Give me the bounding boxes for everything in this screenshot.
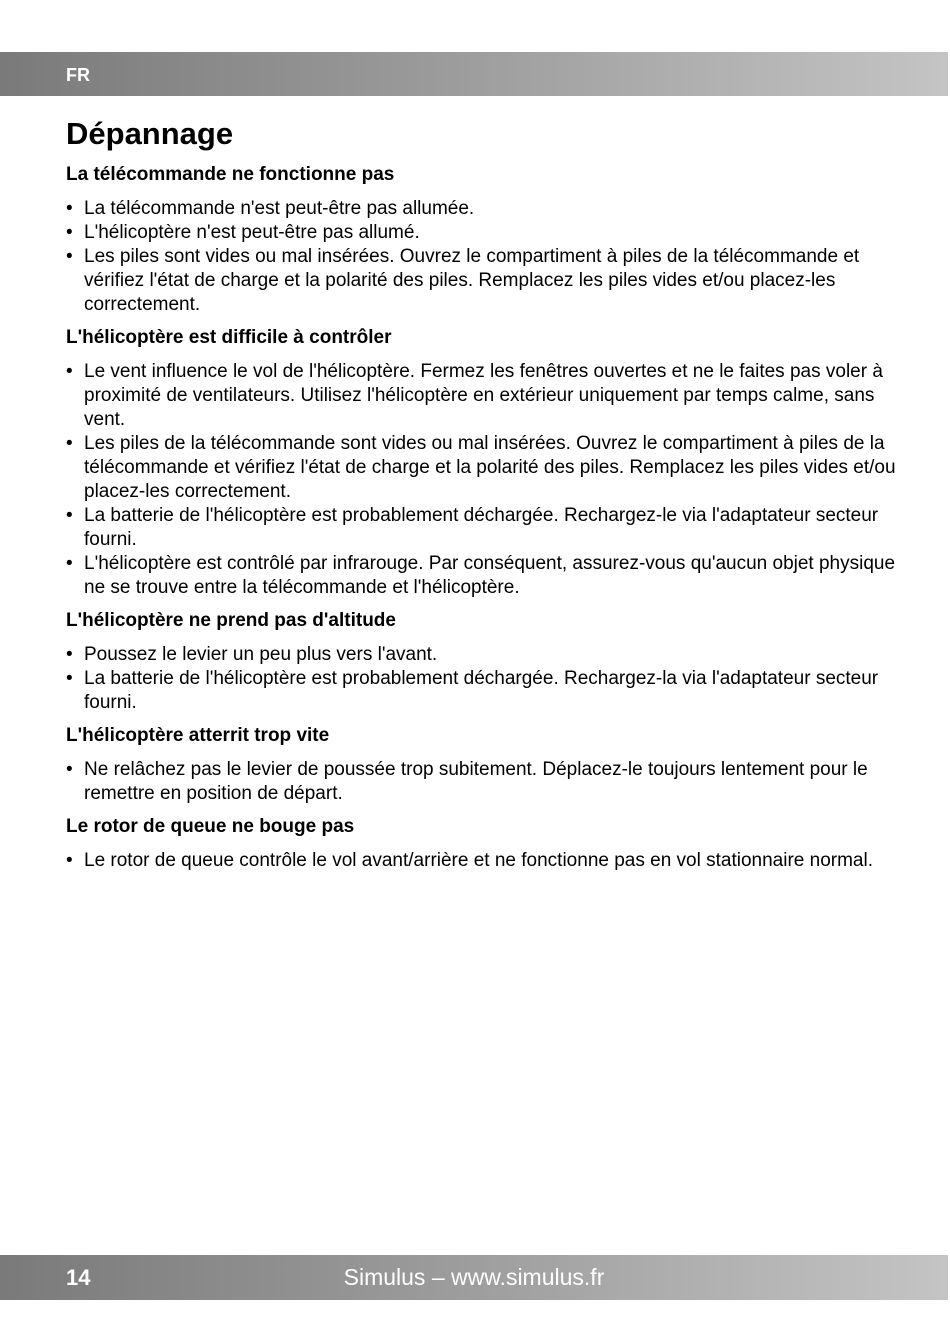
bullet-list — [66, 197, 896, 317]
list-item: • L'hélicoptère est contrôlé par infrarouge. Par conséquent, assurez-vous qu'aucun objet physique ne se trouve entre la télécommande et l'hélicoptère. — [66, 552, 896, 600]
list-item: • Poussez le levier un peu plus vers l'avant. — [66, 643, 896, 667]
page-content — [66, 114, 896, 882]
list-item: • La batterie de l'hélicoptère est probablement déchargée. Rechargez-la via l'adaptateur secteur fourni. — [66, 667, 896, 715]
footer-text: Simulus – www.simulus.fr — [343, 1264, 605, 1290]
list-item: • Les piles sont vides ou mal insérées. Ouvrez le compartiment à piles de la télécommande et vérifiez l'état de charge et la polarité des piles. Remplacez les piles vides et/ou placez-les correctement. — [66, 245, 896, 317]
list-item: • La télécommande n'est peut-être pas allumée. — [66, 197, 896, 221]
section-landing — [66, 724, 896, 806]
page-title: Dépannage — [66, 116, 234, 151]
list-item: • Ne relâchez pas le levier de poussée trop subitement. Déplacez-le toujours lentement pour le remettre en position de départ. — [66, 758, 896, 806]
list-item: • Le vent influence le vol de l'hélicoptère. Fermez les fenêtres ouvertes et ne le faites pas voler à proximité de ventilateurs. Utilisez l'hélicoptère en extérieur uniquement par temps calme, sans vent. — [66, 360, 896, 432]
language-label: FR — [66, 65, 90, 85]
section-remote — [66, 163, 896, 317]
bullet-list — [66, 643, 896, 715]
header-band — [0, 52, 948, 96]
bullet-list — [66, 758, 896, 806]
list-item: • Le rotor de queue contrôle le vol avant/arrière et ne fonctionne pas en vol stationnaire normal. — [66, 849, 896, 873]
bullet-list — [66, 360, 896, 600]
section-heading: Le rotor de queue ne bouge pas — [66, 816, 355, 837]
list-item: • La batterie de l'hélicoptère est probablement déchargée. Rechargez-le via l'adaptateur secteur fourni. — [66, 504, 896, 552]
footer-band — [0, 1255, 948, 1300]
section-heading: La télécommande ne fonctionne pas — [66, 164, 395, 185]
section-control — [66, 326, 896, 600]
section-tail-rotor — [66, 815, 896, 873]
list-item: • Les piles de la télécommande sont vides ou mal insérées. Ouvrez le compartiment à piles de la télécommande et vérifiez l'état de charge et la polarité des piles. Remplacez les piles vides et/ou placez-les correctement. — [66, 432, 896, 504]
section-altitude — [66, 609, 896, 715]
section-heading: L'hélicoptère ne prend pas d'altitude — [66, 610, 396, 631]
list-item: • L'hélicoptère n'est peut-être pas allumé. — [66, 221, 896, 245]
bullet-list — [66, 849, 896, 873]
section-heading: L'hélicoptère est difficile à contrôler — [66, 327, 392, 348]
page-number: 14 — [66, 1265, 91, 1290]
section-heading: L'hélicoptère atterrit trop vite — [66, 725, 330, 746]
